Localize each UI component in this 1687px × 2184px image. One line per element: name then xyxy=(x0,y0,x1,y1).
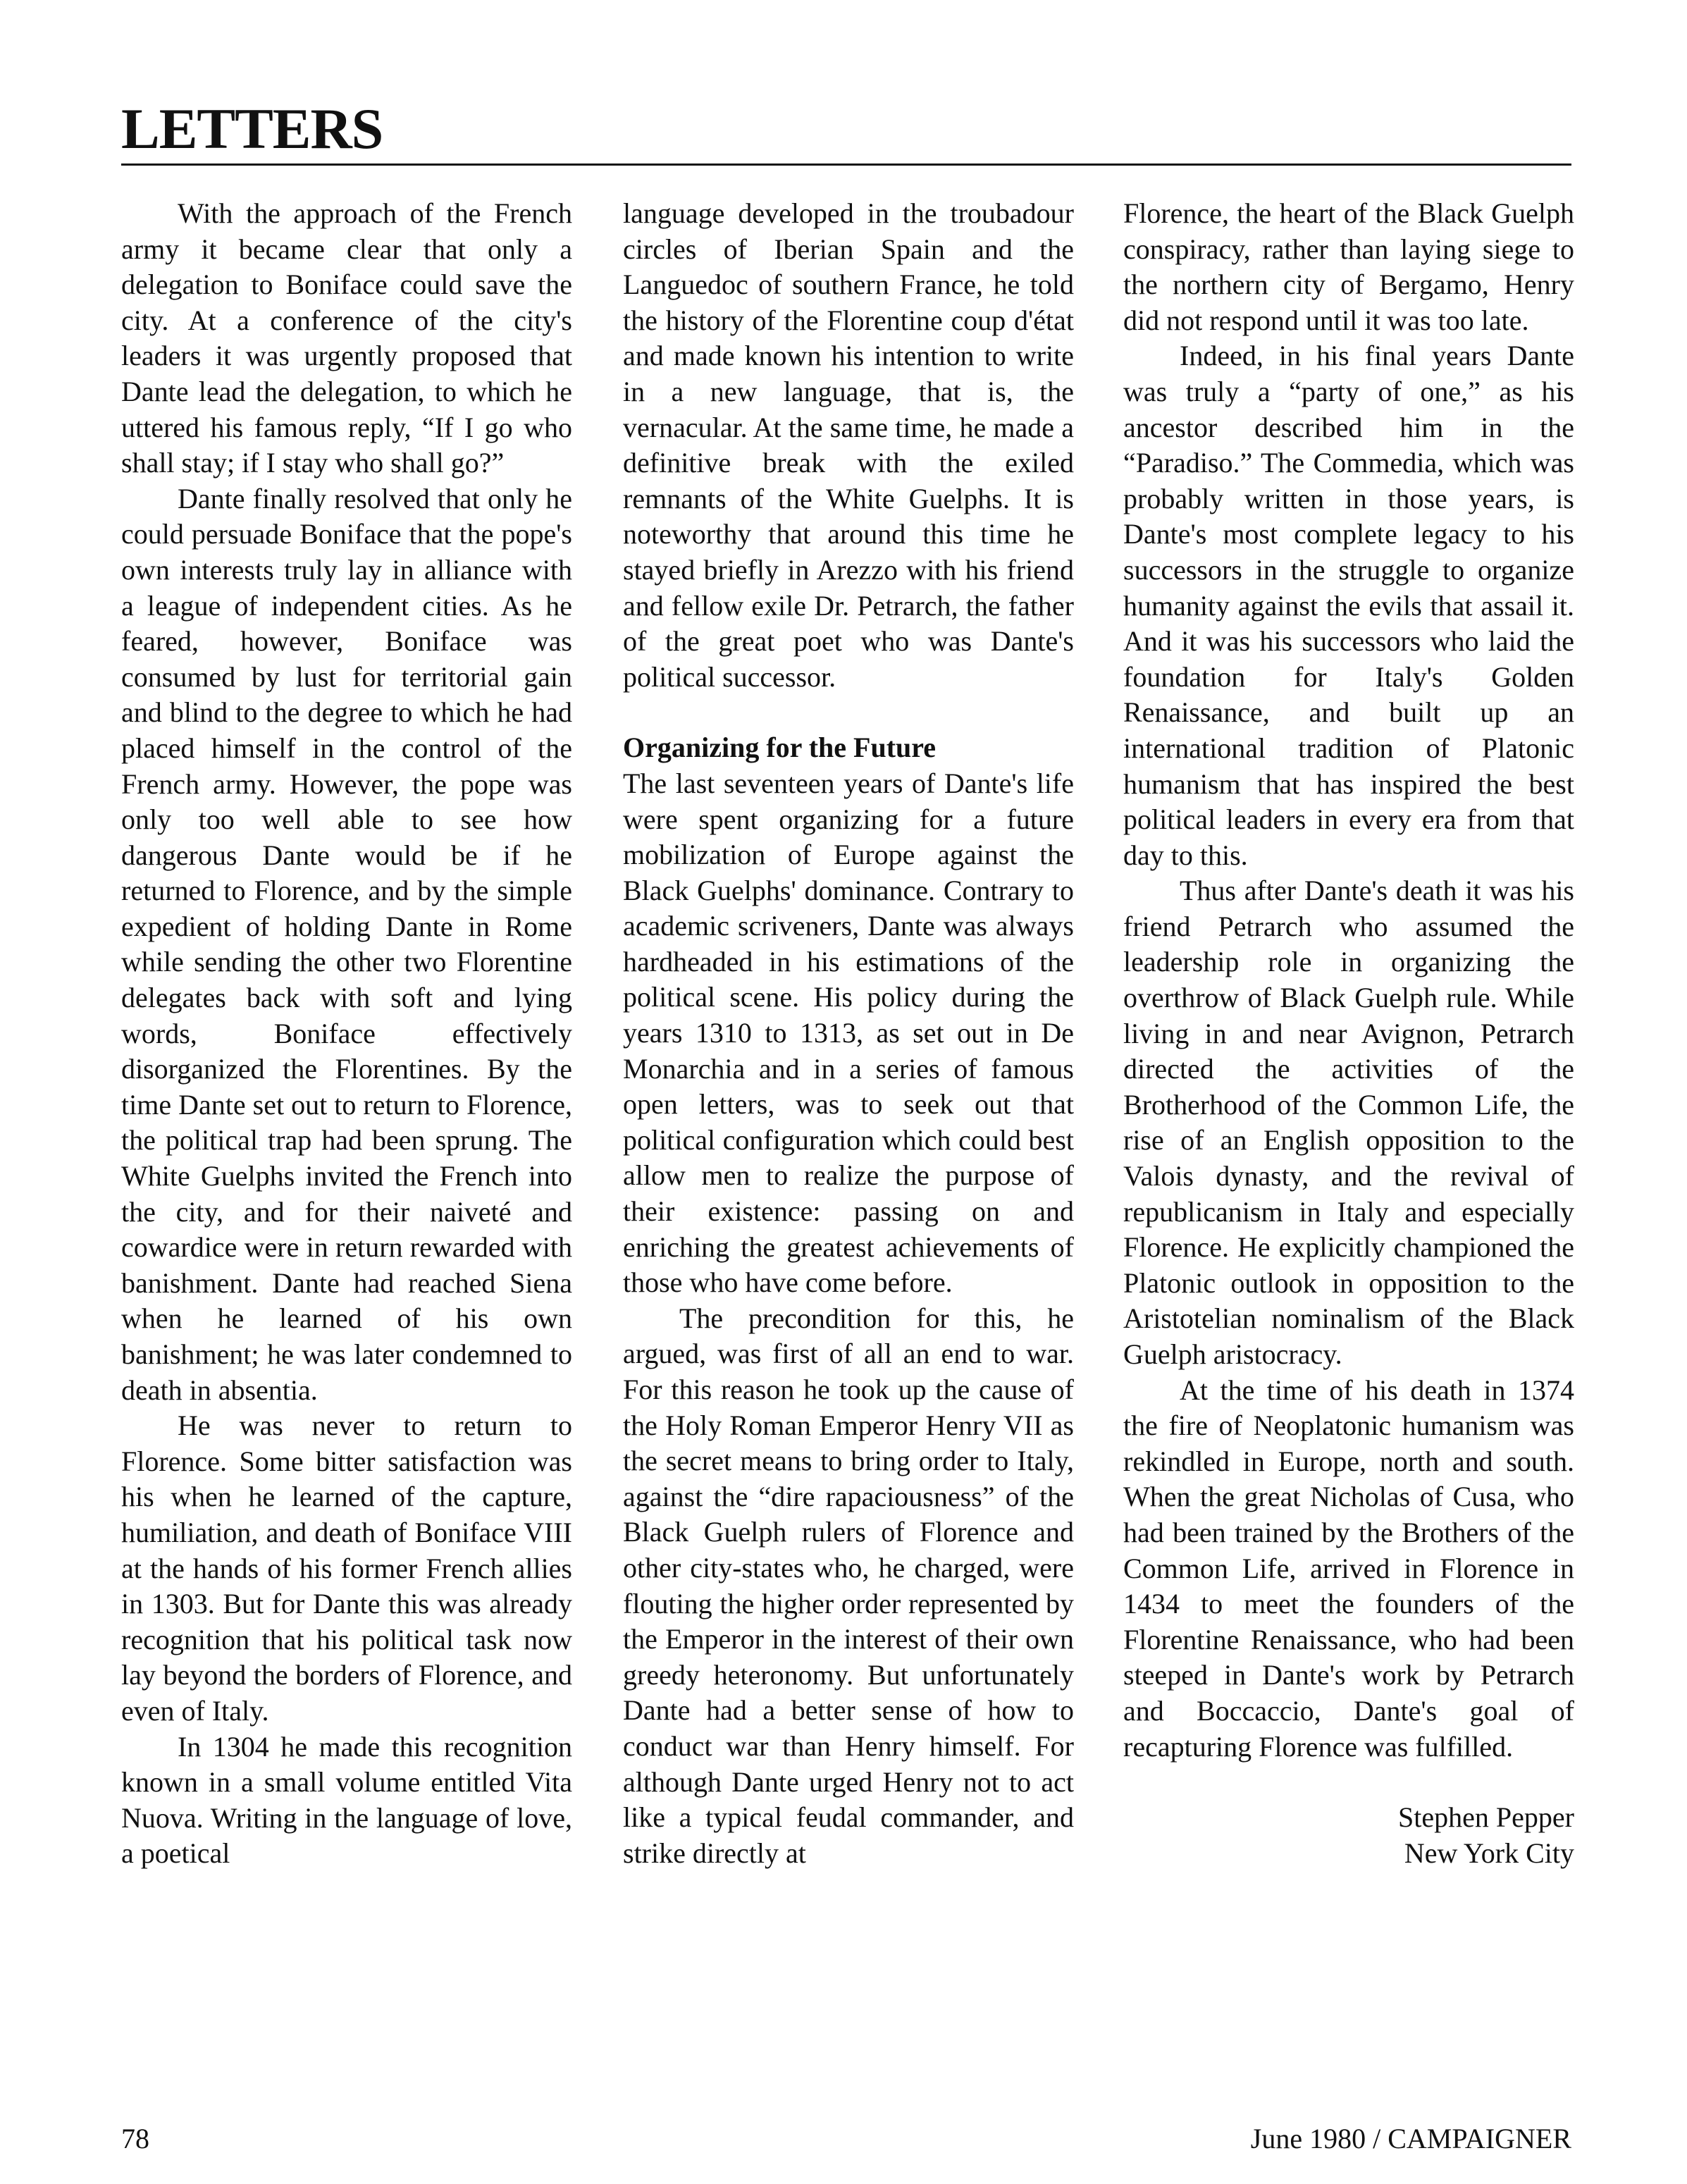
paragraph: Thus after Dante's death it was his friend Petrarch who assumed the leadership role in organizing the overthrow of Black Guelph rule. While living in and near Avignon, Petrarch directed the activities of the Brotherhood of the Common Life, the rise of an English opposition to the Valois dynasty, and the revival of republicanism in Italy and especially Florence. He explicitly championed the Platonic outlook in opposition to the Aristotelian nominalism of the Black Guelph aristocracy. xyxy=(1123,875,1574,1370)
paragraph: language developed in the troubadour circles of Iberian Spain and the Languedoc of southern France, he told the history of the Florentine coup d'état and made known his intention to write in a new language, that is, the vernacular. At the same time, he made a definitive break with the exiled remnants of the White Guelphs. It is noteworthy that around this time he stayed briefly in Arezzo with his friend and fellow exile Dr. Petrarch, the father of the great poet who was Dante's political successor. xyxy=(623,197,1074,693)
paragraph: At the time of his death in 1374 the fire of Neoplatonic humanism was rekindled in Europe, north and south. When the great Nicholas of Cusa, who had been trained by the Brothers of the Common Life, arrived in Florence in 1434 to meet the founders of the Florentine Renaissance, who had been steeped in Dante's work by Petrarch and Boccaccio, Dante's goal of recapturing Florence was fulfilled. xyxy=(1123,1374,1574,1763)
paragraph: The precondition for this, he argued, was first of all an end to war. For this reason he took up the cause of the Holy Roman Emperor Henry VII as the secret means to bring order to Italy, against the “dire rapaciousness” of the Black Guelph rulers of Florence and other city-states who, he charged, were flouting the higher order represented by the Emperor in the interest of their own greedy heteronomy. But unfortunately Dante had a better sense of how to conduct war than Henry himself. For although Dante urged Henry not to act like a typical feudal commander, and strike directly at xyxy=(623,1302,1074,1869)
paragraph: With the approach of the French army it became clear that only a delegation to Boniface could save the city. At a conference of the city's leaders it was urgently proposed that Dante lead the delegation, to which he uttered his famous reply, “If I go who shall stay; if I stay who shall go?” xyxy=(121,197,572,479)
paragraph: Florence, the heart of the Black Guelph conspiracy, rather than laying siege to the northern city of Bergamo, Henry did not respond until it was too late. xyxy=(1123,197,1574,336)
paragraph: In 1304 he made this recognition known in a small volume entitled Vita Nuova. Writing in the language of love, a poetical xyxy=(121,1730,572,1870)
signature-location: New York City xyxy=(1404,1837,1574,1869)
signature xyxy=(1123,1800,1574,1871)
column-3 xyxy=(1123,196,1574,1871)
running-foot: June 1980 / CAMPAIGNER xyxy=(1250,2123,1571,2154)
page-number: 78 xyxy=(121,2123,149,2154)
section-title: LETTERS xyxy=(121,97,383,161)
paragraph: Dante finally resolved that only he could persuade Boniface that the pope's own interests truly lay in alliance with a league of independent cities. As he feared, however, Boniface was consumed by lust for territorial gain and blind to the degree to which he had placed himself in the control of the French army. However, the pope was only too well able to see how dangerous Dante would be if he returned to Florence, and by the simple expedient of holding Dante in Rome while sending the other two Florentine delegates back with soft and lying words, Boniface effectively disorganized the Florentines. By the time Dante set out to return to Florence, the political trap had been sprung. The White Guelphs invited the French into the city, and for their naiveté and cowardice were in return rewarded with banishment. Dante had reached Siena when he learned of his own banishment; he was later condemned to death in absentia. xyxy=(121,482,572,1406)
paragraph: Indeed, in his final years Dante was truly a “party of one,” as his ancestor described him in the “Paradiso.” The Commedia, which was probably written in those years, is Dante's most complete legacy to his successors in the struggle to organize humanity against the evils that assail it. And it was his successors who laid the foundation for Italy's Golden Renaissance, and built up an international tradition of Platonic humanism that has inspired the best political leaders in every era from that day to this. xyxy=(1123,340,1574,871)
column-1 xyxy=(121,196,572,1872)
column-2 xyxy=(623,196,1074,1871)
header-rule xyxy=(121,164,1571,166)
paragraph: The last seventeen years of Dante's life were spent organizing for a future mobilization of Europe against the Black Guelphs' dominance. Contrary to academic scriveners, Dante was always hardheaded in his estimations of the political scene. His policy during the years 1310 to 1313, as set out in De Monarchia and in a series of famous open letters, was to seek out that political configuration which could best allow men to realize the purpose of their existence: passing on and enriching the greatest achievements of those who have come before. xyxy=(623,767,1074,1299)
signature-name: Stephen Pepper xyxy=(1398,1801,1574,1834)
subheading: Organizing for the Future xyxy=(623,732,937,764)
paragraph: He was never to return to Florence. Some bitter satisfaction was his when he learned of the capture, humiliation, and death of Boniface VIII at the hands of his former French allies in 1303. But for Dante this was already recognition that his political task now lay beyond the borders of Florence, and even of Italy. xyxy=(121,1409,572,1727)
